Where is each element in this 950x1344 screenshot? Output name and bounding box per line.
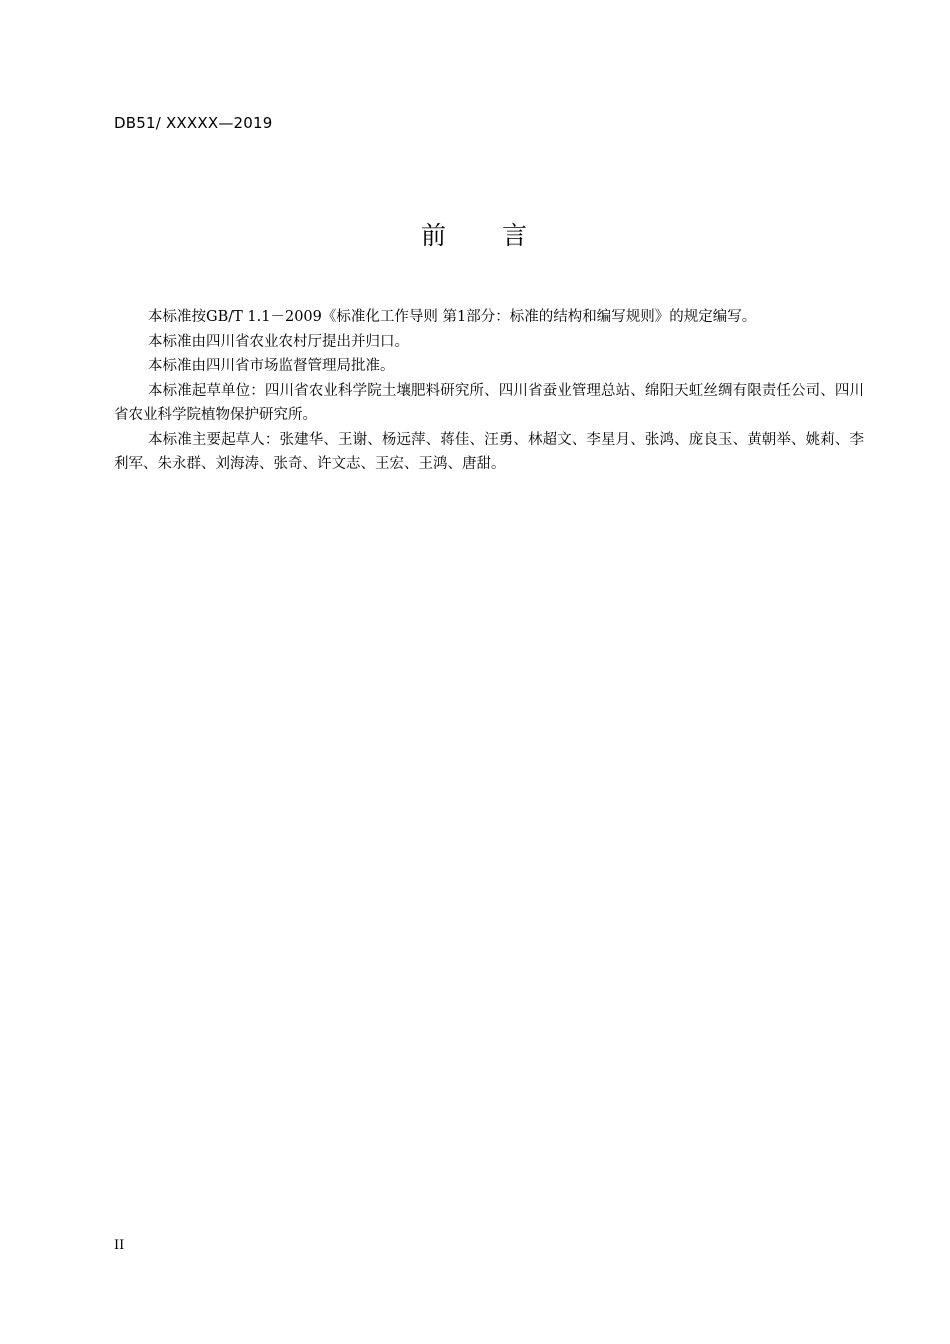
foreword-body	[114, 305, 864, 477]
paragraph-approver: 本标准由四川省市场监督管理局批准。	[148, 358, 395, 374]
paragraph-proposer: 本标准由四川省农业农村厅提出并归口。	[148, 333, 409, 350]
paragraph-drafters: 本标准主要起草人：张建华、王谢、杨远萍、蒋佳、汪勇、林超文、李星月、张鸿、庞良玉、黄朝举、姚莉、李利军、朱永群、刘海涛、张奇、许文志、王宏、王鸿、唐甜。	[114, 431, 864, 472]
page-number: II	[114, 1238, 125, 1253]
document-code: DB51/ XXXXX—2019	[114, 114, 273, 132]
page-title: 前 言	[420, 221, 529, 250]
paragraph-drafting-rules: 本标准按GB/T 1.1－2009《标准化工作导则 第1部分：标准的结构和编写规则》的规定编写。	[148, 309, 757, 325]
paragraph-drafting-units: 本标准起草单位：四川省农业科学院土壤肥料研究所、四川省蚕业管理总站、绵阳天虹丝绸有限责任公司、四川省农业科学院植物保护研究所。	[114, 382, 864, 423]
